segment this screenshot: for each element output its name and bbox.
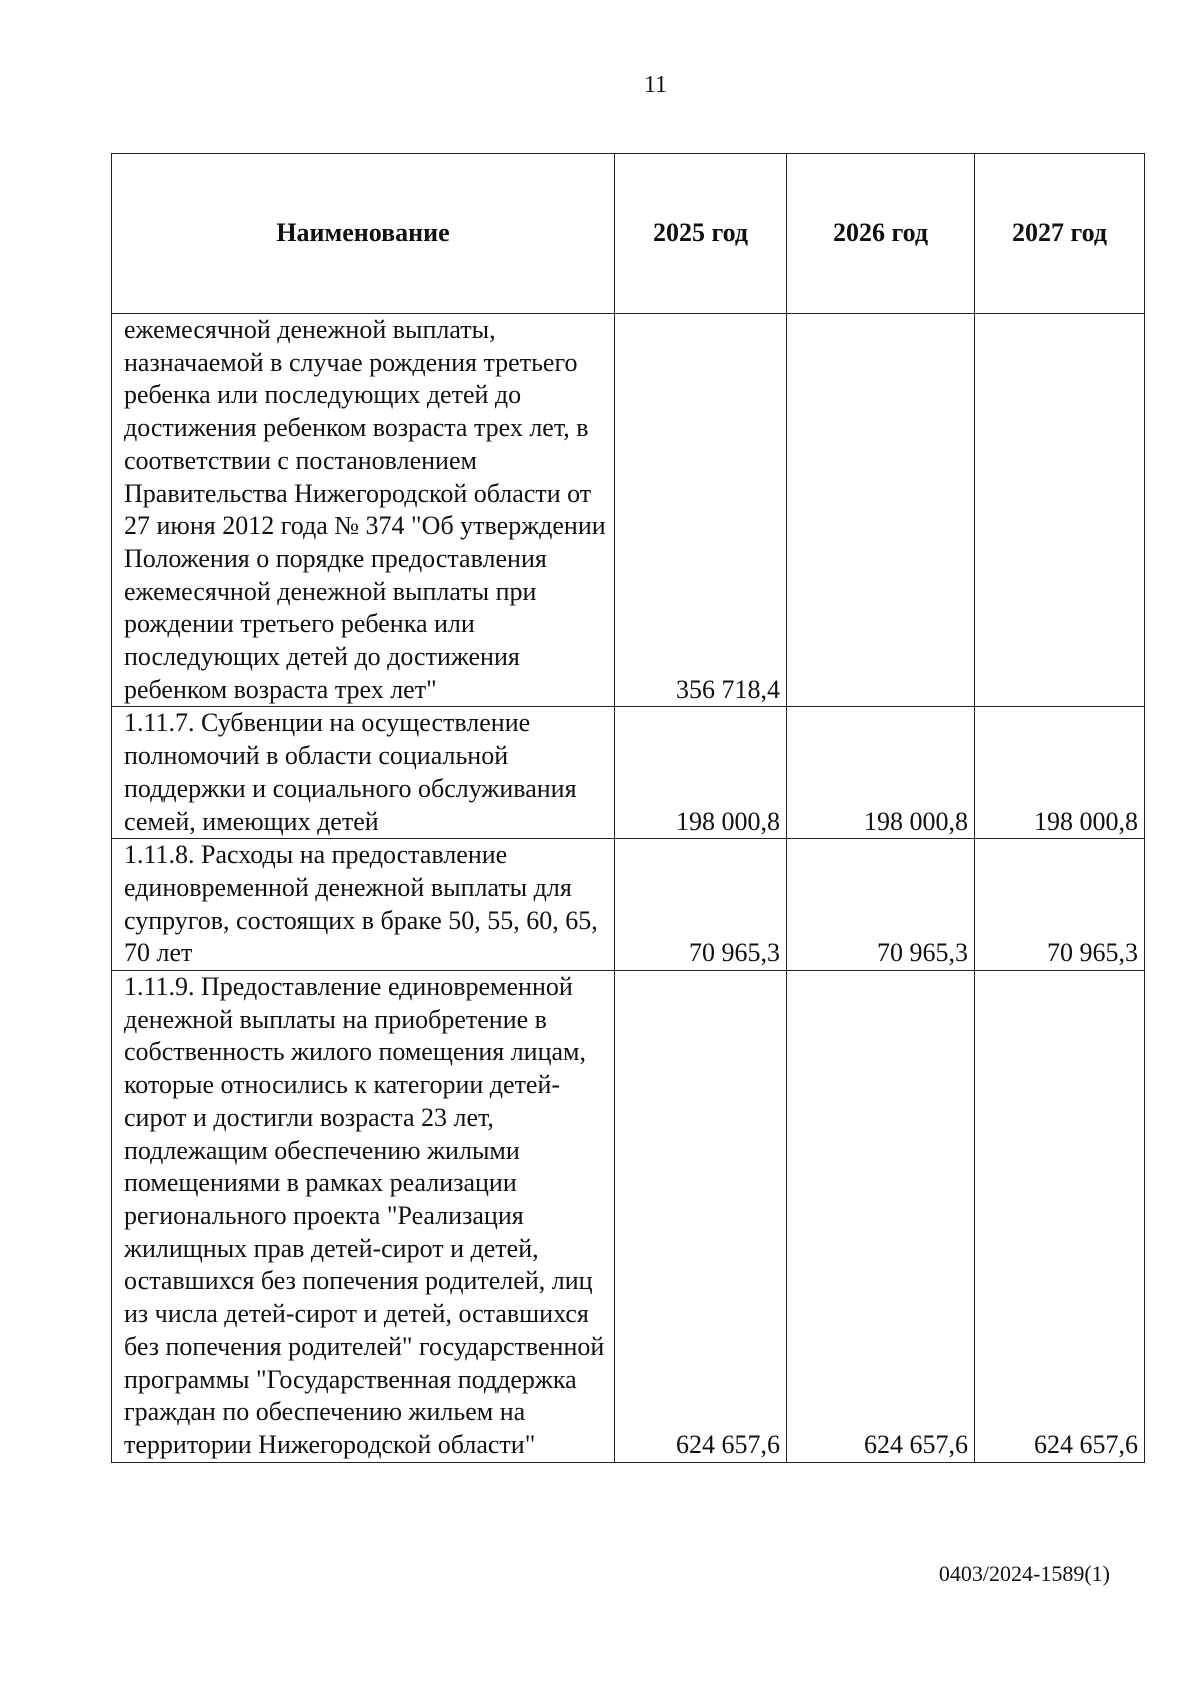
table-row [112,707,1145,839]
value-2026 [787,314,975,707]
value-2027: 198 000,8 [975,707,1145,839]
page-number: 11 [643,72,668,98]
table-row [112,314,1145,707]
header-2025: 2025 год [615,154,787,314]
document-code: 0403/2024-1589(1) [938,1561,1110,1586]
value-2025: 356 718,4 [615,314,787,707]
table-row [112,839,1145,971]
value-2027 [975,314,1145,707]
row-name: 1.11.7. Субвенции на осуществление полномочий в области социальной поддержки и социального обслуживания семей, имеющих детей [112,707,615,839]
table-header-row [112,154,1145,314]
header-name: Наименование [112,154,615,314]
value-2026: 70 965,3 [787,839,975,971]
value-2027: 624 657,6 [975,971,1145,1463]
header-2027: 2027 год [975,154,1145,314]
value-2025: 624 657,6 [615,971,787,1463]
value-2026: 198 000,8 [787,707,975,839]
row-name: 1.11.9. Предоставление единовременной денежной выплаты на приобретение в собственность жилого помещения лицам, которые относились к категории детей-сирот и достигли возраста 23 лет, подлежащим обеспечению жилыми помещениями в рамках реализации регионального проекта "Реализация жилищных прав детей-сирот и детей, оставшихся без попечения родителей, лиц из числа детей-сирот и детей, оставшихся без попечения родителей" государственной программы "Государственная поддержка граждан по обеспечению жильем на территории Нижегородской области" [112,971,615,1463]
budget-table [111,153,1145,1463]
value-2027: 70 965,3 [975,839,1145,971]
row-name: ежемесячной денежной выплаты, назначаемой в случае рождения третьего ребенка или последующих детей до достижения ребенком возраста трех лет, в соответствии с постановлением Правительства Нижегородской области от 27 июня 2012 года № 374 "Об утверждении Положения о порядке предоставления ежемесячной денежной выплаты при рождении третьего ребенка или последующих детей до достижения ребенком возраста трех лет" [112,314,615,707]
value-2025: 70 965,3 [615,839,787,971]
value-2025: 198 000,8 [615,707,787,839]
header-2026: 2026 год [787,154,975,314]
row-name: 1.11.8. Расходы на предоставление единовременной денежной выплаты для супругов, состоящих в браке 50, 55, 60, 65, 70 лет [112,839,615,971]
value-2026: 624 657,6 [787,971,975,1463]
table-row [112,971,1145,1463]
